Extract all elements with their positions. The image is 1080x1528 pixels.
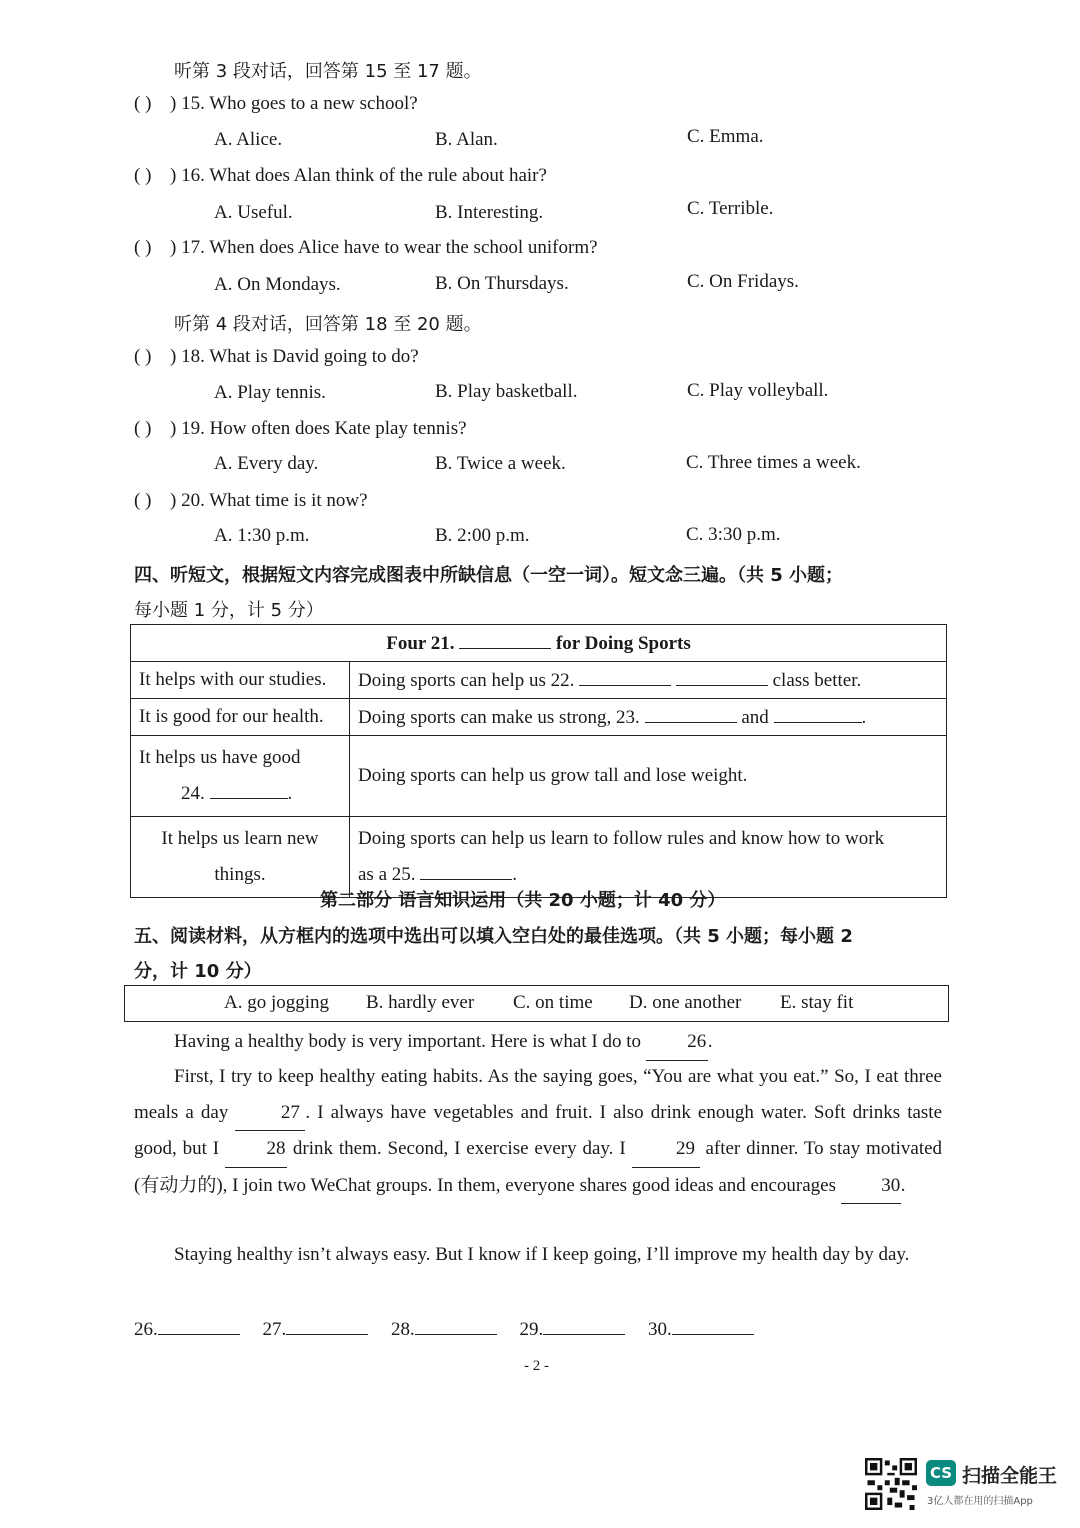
row3-left-line2 (139, 776, 341, 812)
question-18-option-a: A. Play tennis. (214, 382, 326, 403)
question-20-stem: ) 20. What time is it now? (170, 490, 368, 511)
question-17-option-b: B. On Thursdays. (435, 273, 569, 294)
row4-left-line2: things. (214, 864, 266, 885)
row4-right-line1: Doing sports can help us learn to follow rules and know how to work (358, 828, 885, 849)
question-16-option-a: A. Useful. (214, 202, 293, 223)
passage-paragraph-3: Staying healthy isn’t always easy. But I know if I keep going, I’ll improve my health day by day. (174, 1244, 910, 1265)
answer-blank-30[interactable] (672, 1315, 754, 1335)
answer-label-27: 27. (262, 1319, 287, 1340)
question-19-stem: ) 19. How often does Kate play tennis? (170, 418, 467, 439)
answer-blank-26[interactable] (158, 1315, 240, 1335)
table-row-right (350, 699, 947, 736)
part2-title: 第二部分 语言知识运用（共 20 小题；计 40 分） (320, 890, 726, 911)
answer-blank-28[interactable] (415, 1315, 497, 1335)
blank-27[interactable]: 27 (235, 1095, 305, 1132)
answer-label-29: 29. (519, 1319, 544, 1340)
question-18-option-c: C. Play volleyball. (687, 380, 829, 401)
blank-21[interactable] (459, 629, 551, 649)
p1-text: Having a healthy body is very important. Here is what I do to (174, 1031, 641, 1052)
p2-text-d: after dinner. To stay motivated (有动力的), I join two WeChat groups. In them, everyone shares good ideas and encourages (134, 1138, 943, 1196)
row3-left-number: 24. (181, 783, 205, 804)
blank-28[interactable]: 28 (225, 1131, 287, 1168)
section3-header: 听第 3 段对话，回答第 15 至 17 题。 (174, 61, 482, 82)
question-20-option-b: B. 2:00 p.m. (435, 525, 530, 546)
table-title-row (131, 625, 947, 662)
table-title (131, 625, 947, 662)
question-17-option-c: C. On Fridays. (687, 271, 799, 292)
question-15-option-c: C. Emma. (687, 126, 764, 147)
question-20-option-c: C. 3:30 p.m. (686, 524, 781, 545)
question-18-option-b: B. Play basketball. (435, 381, 578, 402)
p2-text-c: drink them. Second, I exercise every day. I (292, 1138, 626, 1159)
blank-29[interactable]: 29 (632, 1131, 700, 1168)
blank-25[interactable] (420, 860, 512, 880)
scanner-brand: 扫描全能王 (962, 1465, 1058, 1487)
question-15-option-a: A. Alice. (214, 129, 283, 150)
option-e: E. stay fit (780, 992, 854, 1013)
question-19-option-b: B. Twice a week. (435, 453, 566, 474)
table-row (131, 699, 947, 736)
question-17-option-a: A. On Mondays. (214, 274, 341, 295)
answer-label-26: 26. (134, 1319, 158, 1340)
table-title-pre: Four 21. (386, 633, 455, 654)
row3-left-line1: It helps us have good (139, 747, 301, 768)
answer-paren: ( ) (134, 490, 152, 511)
question-19-option-a: A. Every day. (214, 453, 319, 474)
question-16-option-c: C. Terrible. (687, 198, 774, 219)
passage-paragraph-1 (134, 1024, 942, 1061)
answer-paren: ( ) (134, 237, 152, 258)
row1-right-pre: Doing sports can help us 22. (358, 670, 575, 691)
answer-label-28: 28. (391, 1319, 415, 1340)
table-row-right (350, 662, 947, 699)
answer-paren: ( ) (134, 346, 152, 367)
question-17-stem: ) 17. When does Alice have to wear the school uniform? (170, 237, 598, 258)
p1-end: . (707, 1031, 713, 1052)
row2-right-post: . (861, 707, 867, 728)
blank-22a[interactable] (579, 666, 671, 686)
question-15-stem: ) 15. Who goes to a new school? (170, 93, 418, 114)
question-18-stem: ) 18. What is David going to do? (170, 346, 419, 367)
part5-instruction-line2: 分，计 10 分） (134, 961, 262, 982)
row3-left-end: . (287, 783, 293, 804)
answer-blank-27[interactable] (286, 1315, 368, 1335)
question-16-stem: ) 16. What does Alan think of the rule about hair? (170, 165, 547, 186)
option-a: A. go jogging (224, 992, 330, 1013)
row2-right-mid: and (741, 707, 769, 728)
table-row (131, 736, 947, 817)
blank-23a[interactable] (645, 703, 737, 723)
p2-text-a: First, I try to keep healthy eating habits. As the saying goes, “You are what you eat.” So, I eat three meals a day (134, 1066, 942, 1123)
row4-right-post: . (512, 864, 518, 885)
page-number: - 2 - (524, 1358, 549, 1374)
answer-paren: ( ) (134, 418, 152, 439)
passage-paragraph-2 (134, 1059, 942, 1204)
blank-23b[interactable] (774, 703, 862, 723)
blank-24[interactable] (210, 779, 288, 799)
question-20-option-a: A. 1:30 p.m. (214, 525, 310, 546)
part4-instruction-line1: 四、听短文，根据短文内容完成图表中所缺信息（一空一词）。短文念三遍。（共 5 小题； (134, 565, 844, 586)
row4-right-pre: as a 25. (358, 864, 416, 885)
info-chart-table (130, 624, 947, 898)
section4-header: 听第 4 段对话，回答第 18 至 20 题。 (174, 314, 482, 335)
table-row-left (131, 817, 350, 898)
answer-line (134, 1315, 754, 1341)
table-title-post: for Doing Sports (555, 633, 691, 654)
question-16-option-b: B. Interesting. (435, 202, 544, 223)
option-c: C. on time (513, 992, 593, 1013)
qr-code-icon (865, 1458, 917, 1510)
blank-30[interactable]: 30 (841, 1168, 901, 1205)
part5-instruction-line1: 五、阅读材料，从方框内的选项中选出可以填入空白处的最佳选项。（共 5 小题；每小题 2 (134, 926, 853, 947)
table-row-left (131, 736, 350, 817)
blank-26[interactable]: 26 (646, 1024, 708, 1061)
answer-paren: ( ) (134, 93, 152, 114)
table-row-left: It helps with our studies. (131, 662, 350, 699)
answer-blank-29[interactable] (543, 1315, 625, 1335)
blank-22b[interactable] (676, 666, 768, 686)
table-row-right: Doing sports can help us grow tall and lose weight. (350, 736, 947, 817)
answer-label-30: 30. (648, 1319, 672, 1340)
question-15-option-b: B. Alan. (435, 129, 498, 150)
scanner-tagline: 3亿人都在用的扫描App (927, 1496, 1033, 1507)
part4-instruction-line2: 每小题 1 分，计 5 分） (134, 600, 324, 621)
row2-right-pre: Doing sports can make us strong, 23. (358, 707, 640, 728)
table-row-left: It is good for our health. (131, 699, 350, 736)
answer-paren: ( ) (134, 165, 152, 186)
row1-right-post: class better. (772, 670, 862, 691)
table-row (131, 662, 947, 699)
options-box (124, 985, 949, 1022)
question-19-option-c: C. Three times a week. (686, 452, 861, 473)
row4-left-line1: It helps us learn new (161, 828, 319, 849)
p2-end: . (900, 1174, 906, 1196)
p2-text-b: . I always have vegetables and fruit. I also drink enough water. Soft drinks taste good, but I (134, 1101, 943, 1159)
option-b: B. hardly ever (366, 992, 475, 1013)
option-d: D. one another (629, 992, 742, 1013)
camscanner-logo: CS (926, 1460, 956, 1486)
